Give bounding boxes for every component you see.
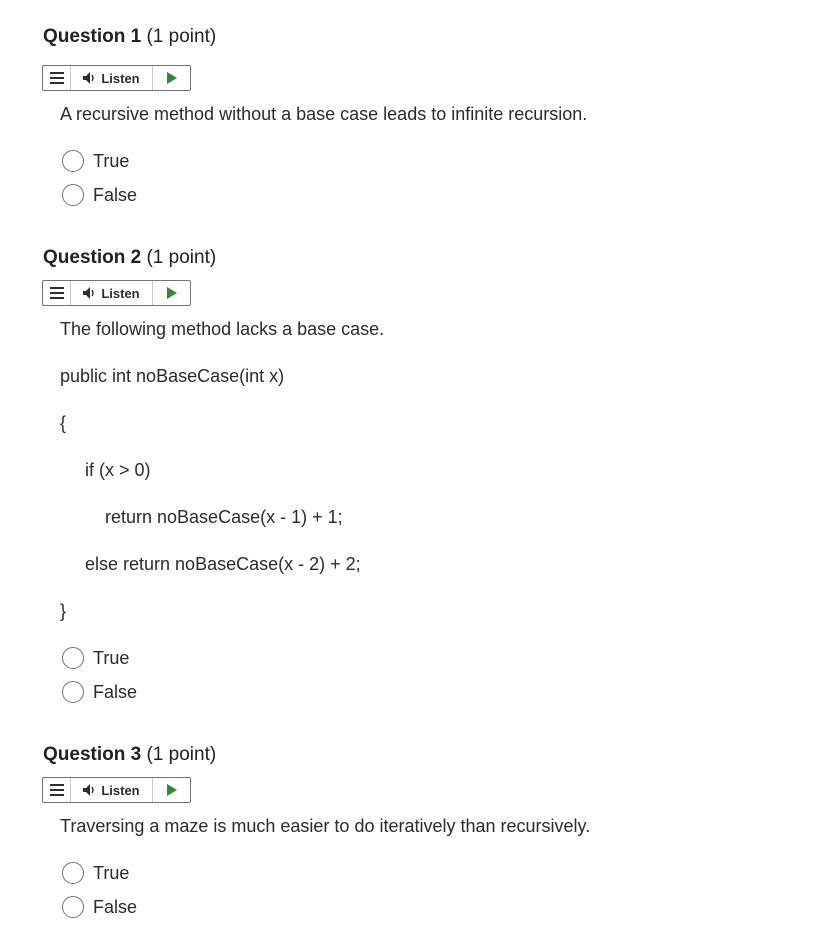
question-points: (1 point) (146, 247, 217, 268)
option-true[interactable] (62, 861, 129, 885)
question-text: Traversing a maze is much easier to do iteratively than recursively. (60, 816, 591, 836)
code-line: else return noBaseCase(x - 2) + 2; (85, 554, 361, 574)
menu-icon[interactable] (43, 66, 71, 90)
question-1-title (43, 26, 216, 48)
radio-button[interactable] (62, 862, 84, 884)
radio-button[interactable] (62, 896, 84, 918)
listen-button[interactable] (71, 281, 153, 305)
question-points: (1 point) (146, 744, 217, 765)
listen-label: Listen (101, 70, 140, 86)
question-number: Question 2 (43, 247, 142, 268)
option-true[interactable] (62, 646, 129, 670)
option-false[interactable] (62, 895, 137, 919)
speaker-icon (83, 72, 97, 84)
option-true[interactable] (62, 149, 129, 173)
code-line: public int noBaseCase(int x) (60, 366, 285, 386)
question-text: A recursive method without a base case leads to infinite recursion. (60, 104, 588, 124)
listen-label: Listen (101, 782, 140, 798)
option-label: False (93, 681, 138, 702)
question-text: The following method lacks a base case. (60, 319, 385, 339)
play-icon[interactable] (153, 66, 190, 90)
radio-button[interactable] (62, 150, 84, 172)
option-label: False (93, 896, 138, 917)
radio-button[interactable] (62, 681, 84, 703)
question-number: Question 3 (43, 744, 142, 765)
code-line: if (x > 0) (85, 460, 151, 480)
speaker-icon (83, 287, 97, 299)
question-points: (1 point) (146, 26, 217, 47)
question-3-title (43, 744, 216, 766)
menu-icon[interactable] (43, 778, 71, 802)
code-line: return noBaseCase(x - 1) + 1; (105, 507, 343, 527)
listen-label: Listen (101, 285, 140, 301)
radio-button[interactable] (62, 184, 84, 206)
option-false[interactable] (62, 680, 137, 704)
menu-icon[interactable] (43, 281, 71, 305)
code-line: { (60, 413, 67, 433)
option-false[interactable] (62, 183, 137, 207)
speaker-icon (83, 784, 97, 796)
listen-toolbar (42, 280, 191, 306)
option-label: False (93, 184, 138, 205)
play-icon[interactable] (153, 281, 190, 305)
play-icon[interactable] (153, 778, 190, 802)
listen-button[interactable] (71, 778, 153, 802)
radio-button[interactable] (62, 647, 84, 669)
listen-toolbar (42, 65, 191, 91)
option-label: True (93, 150, 130, 171)
question-number: Question 1 (43, 26, 142, 47)
question-2-title (43, 247, 216, 269)
listen-toolbar (42, 777, 191, 803)
code-line: } (60, 601, 67, 621)
option-label: True (93, 862, 130, 883)
option-label: True (93, 647, 130, 668)
listen-button[interactable] (71, 66, 153, 90)
